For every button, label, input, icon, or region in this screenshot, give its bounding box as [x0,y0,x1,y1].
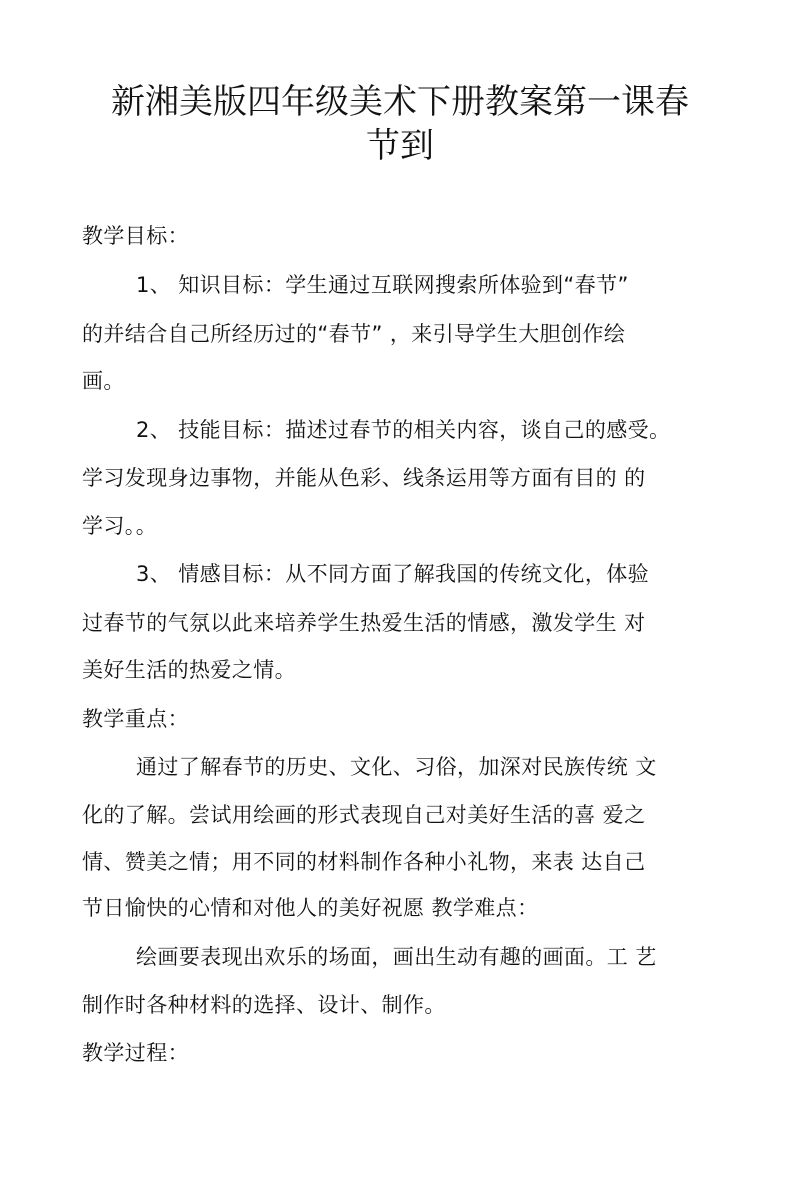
document-title-line-1: 新湘美版四年级美术下册教案第一课春 [111,82,689,122]
objective-1-line-3: 画。 [82,369,125,393]
difficulty-line-2: 制作时各种材料的选择、设计、制作。 [82,993,446,1017]
key-points-line-2: 化的了解。尝试用绘画的形式表现自己对美好生活的喜 爱之 [82,803,646,827]
objective-2-line-1: 2、 技能目标：描述过春节的相关内容，谈自己的感受。 [136,418,671,442]
heading-teaching-process: 教学过程： [82,1041,189,1065]
difficulty-line-1: 绘画要表现出欢乐的场面，画出生动有趣的画面。工 艺 [136,945,657,969]
objective-2-line-2: 学习发现身边事物，并能从色彩、线条运用等方面有目的 的 [82,466,646,490]
objective-3-line-2: 过春节的气氛以此来培养学生热爱生活的情感，激发学生 对 [82,611,646,635]
heading-key-points: 教学重点： [82,707,189,731]
key-points-line-3: 情、赞美之情；用不同的材料制作各种小礼物，来表 达自己 [82,850,646,874]
document-title-line-2: 节到 [366,126,434,166]
objective-3-line-3: 美好生活的热爱之情。 [82,658,296,682]
objective-1-line-1: 1、 知识目标：学生通过互联网搜索所体验到“春节” [136,273,629,297]
objective-1-line-2: 的并结合自己所经历过的“春节” ，来引导学生大胆创作绘 [82,322,626,346]
heading-teaching-objectives: 教学目标： [82,224,189,248]
key-points-line-4: 节日愉快的心情和对他人的美好祝愿 教学难点： [82,896,539,920]
objective-3-line-1: 3、 情感目标：从不同方面了解我国的传统文化，体验 [136,562,650,586]
objective-2-line-3: 学习。。 [82,514,158,538]
key-points-line-1: 通过了解春节的历史、文化、习俗，加深对民族传统 文 [136,755,657,779]
